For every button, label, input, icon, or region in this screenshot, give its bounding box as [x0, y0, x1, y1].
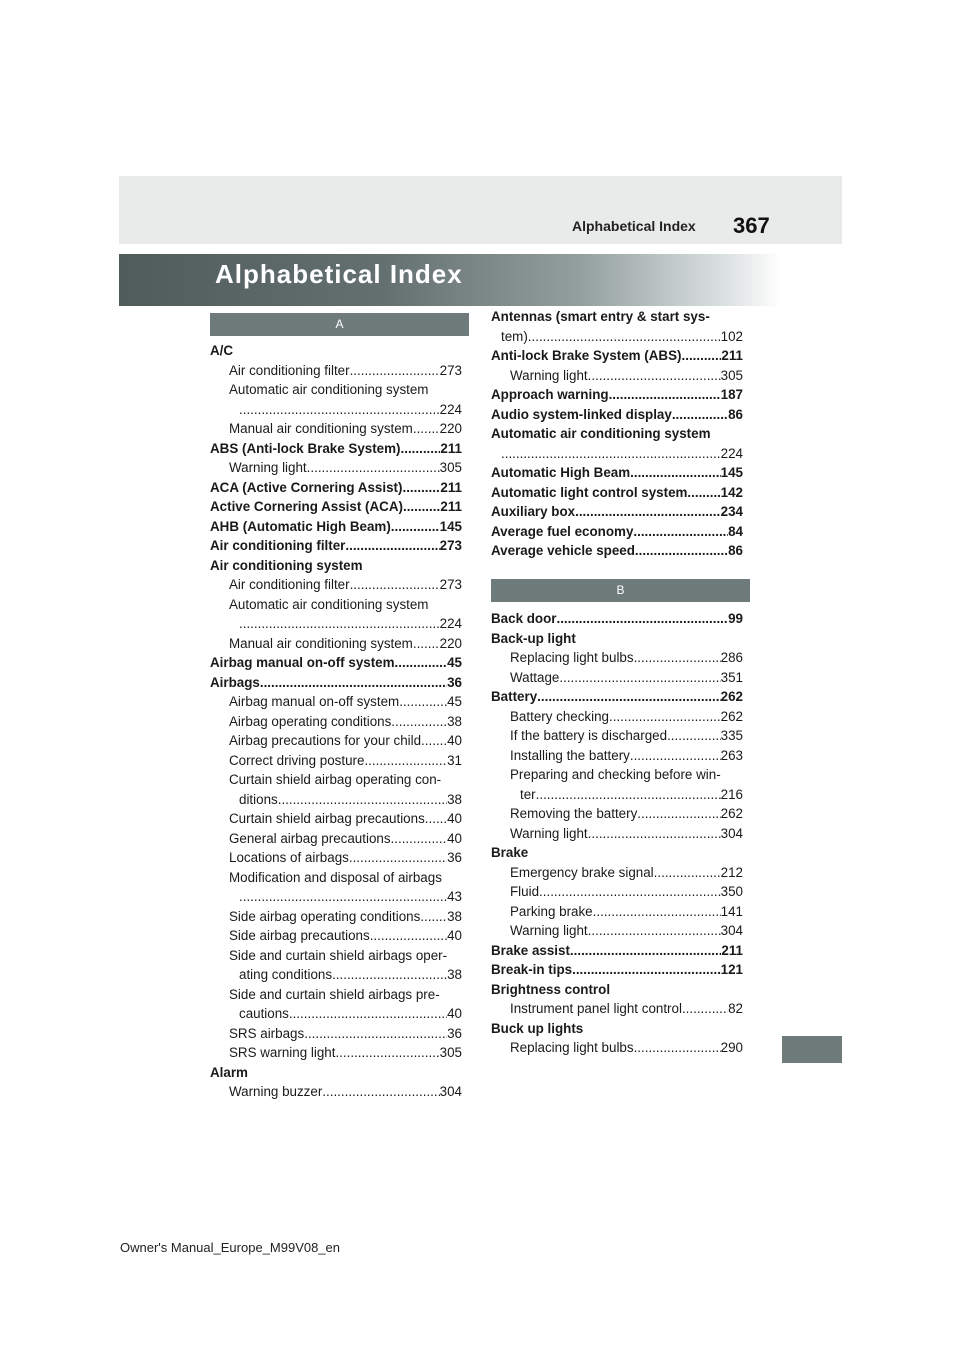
- index-entry: [491, 346, 743, 366]
- index-entry: [510, 1038, 743, 1058]
- index-entry-label: Average vehicle speed: [491, 543, 635, 558]
- index-entry: [491, 687, 743, 707]
- index-entry-label: Installing the battery: [510, 747, 630, 763]
- dot-leader: [447, 946, 462, 966]
- dot-leader: [239, 887, 447, 907]
- index-entry: [229, 809, 462, 829]
- index-entry: [510, 648, 743, 668]
- index-entry-label: Break-in tips: [491, 962, 573, 977]
- index-entry: [491, 629, 743, 649]
- index-entry: [229, 380, 462, 400]
- dot-leader: [588, 824, 721, 844]
- index-entry-label: Average fuel economy: [491, 523, 634, 539]
- index-entry-label: Air conditioning filter: [210, 538, 346, 553]
- dot-leader: [401, 439, 441, 459]
- index-entry: [510, 746, 743, 766]
- index-entry: [510, 707, 743, 727]
- index-entry: [229, 946, 462, 966]
- index-entry-label: Antennas (smart entry & start sys-: [491, 309, 710, 324]
- dot-leader: [539, 882, 721, 902]
- index-entry-page: 335: [720, 728, 743, 743]
- dot-leader: [635, 541, 728, 561]
- index-entry-label: SRS warning light: [229, 1045, 336, 1060]
- index-entry: [491, 609, 743, 629]
- index-entry-label: Alarm: [210, 1064, 248, 1080]
- index-entry-page: 145: [439, 518, 462, 534]
- index-entry: [229, 1082, 462, 1102]
- dot-leader: [687, 483, 720, 503]
- dot-leader: [399, 692, 447, 712]
- dot-leader: [570, 941, 721, 961]
- index-entry: [229, 419, 462, 439]
- index-entry-page: 211: [721, 348, 743, 363]
- index-entry-label: Brightness control: [491, 981, 611, 997]
- dot-leader: [575, 502, 721, 522]
- index-entry-label: Locations of airbags: [229, 850, 349, 865]
- index-entry-page: 82: [728, 1001, 743, 1016]
- dot-leader: [364, 751, 447, 771]
- index-entry-page: 40: [447, 830, 462, 846]
- dot-leader: [528, 327, 721, 347]
- dot-leader: [322, 1082, 439, 1102]
- index-entry-page: 38: [447, 967, 462, 982]
- dot-leader: [609, 385, 721, 405]
- index-entry-page: 304: [439, 1084, 462, 1099]
- page-title: Alphabetical Index: [215, 259, 463, 289]
- index-entry: [491, 463, 743, 483]
- index-entry-label: Automatic air conditioning system: [229, 596, 429, 612]
- index-entry-label: Anti-lock Brake System (ABS): [491, 348, 682, 363]
- index-entry: [229, 1024, 462, 1044]
- index-entry-label: Automatic air conditioning system: [491, 426, 711, 441]
- index-entry-page: 211: [440, 440, 462, 456]
- index-entry-page: 262: [720, 689, 743, 704]
- dot-leader: [593, 902, 721, 922]
- index-entry-label: Warning light: [510, 367, 588, 383]
- index-entry-label: Manual air conditioning system: [229, 421, 413, 436]
- index-entry: [210, 673, 462, 693]
- dot-leader: [682, 999, 728, 1019]
- dot-leader: [440, 985, 462, 1005]
- dot-leader: [391, 517, 440, 537]
- index-entry: [491, 1019, 743, 1039]
- dot-leader: [588, 366, 721, 386]
- index-entry-page: 304: [720, 923, 743, 938]
- index-entry: [491, 941, 743, 961]
- index-entry: [510, 765, 743, 785]
- footer-manual-id: Owner's Manual_Europe_M99V08_en: [120, 1240, 341, 1255]
- dot-leader: [403, 497, 440, 517]
- index-entry-label: Correct driving posture: [229, 752, 365, 768]
- index-entry-page: 40: [447, 928, 462, 943]
- dot-leader: [672, 405, 728, 425]
- index-entry: [229, 907, 462, 927]
- index-entry: [210, 653, 462, 673]
- dot-leader: [233, 341, 462, 361]
- index-entry: [491, 405, 743, 425]
- index-entry-page: 38: [447, 791, 462, 807]
- index-entry-label: Battery: [491, 689, 538, 704]
- index-entry: [229, 634, 462, 654]
- index-entry-page: 31: [447, 752, 462, 768]
- index-entry-label: Automatic air conditioning system: [229, 382, 429, 397]
- index-entry: [210, 556, 462, 576]
- dot-leader: [576, 629, 743, 649]
- index-entry-label: Battery checking: [510, 708, 609, 724]
- index-entry-page: 86: [728, 406, 743, 422]
- index-entry-label: Modification and disposal of airbags: [229, 869, 442, 885]
- index-entry: [210, 497, 462, 517]
- index-entry-page: 290: [720, 1040, 743, 1055]
- index-entry: [229, 731, 462, 751]
- index-entry: [229, 595, 462, 615]
- index-entry-page: 43: [447, 889, 462, 904]
- index-entry-page: 304: [720, 825, 743, 841]
- dot-leader: [428, 380, 462, 400]
- dot-leader: [682, 346, 722, 366]
- dot-leader: [413, 419, 440, 439]
- dot-leader: [610, 980, 743, 1000]
- index-entry-label: Brake: [491, 845, 529, 860]
- dot-leader: [425, 809, 447, 829]
- index-entry-page: 45: [447, 694, 462, 709]
- index-entry-page: 224: [439, 401, 462, 417]
- dot-leader: [345, 536, 439, 556]
- index-entry: [491, 483, 743, 503]
- index-entry: [210, 341, 462, 361]
- dot-leader: [537, 687, 721, 707]
- index-entry-label: Emergency brake signal: [510, 864, 654, 880]
- index-entry-label: Airbag operating conditions: [229, 713, 392, 729]
- index-entry-label: ter: [520, 786, 536, 802]
- dot-leader: [421, 731, 447, 751]
- index-entry-page: 36: [447, 850, 462, 865]
- dot-leader: [501, 444, 721, 464]
- index-entry-label: Audio system-linked display: [491, 406, 672, 422]
- index-entry: [491, 541, 743, 561]
- index-entry-label: Replacing light bulbs: [510, 1040, 634, 1055]
- index-entry-label: Removing the battery: [510, 806, 638, 821]
- index-entry-page: 263: [720, 747, 743, 763]
- dot-leader: [402, 478, 440, 498]
- index-entry: [239, 790, 462, 810]
- index-entry: [491, 522, 743, 542]
- page-number: 367: [733, 213, 770, 238]
- index-entry: [491, 385, 743, 405]
- index-entry-label: Side airbag operating conditions: [229, 908, 421, 924]
- index-entry-page: 102: [720, 328, 743, 344]
- index-entry-page: 99: [728, 611, 743, 626]
- index-entry-page: 38: [447, 713, 462, 729]
- index-entry: [229, 575, 462, 595]
- index-entry: [510, 824, 743, 844]
- index-entry-page: 224: [720, 445, 743, 461]
- index-entry-label: ating conditions: [239, 967, 333, 982]
- index-entry: [239, 887, 462, 907]
- index-entry: [510, 882, 743, 902]
- dot-leader: [428, 595, 462, 615]
- index-entry-page: 305: [439, 1045, 462, 1060]
- index-entry-page: 273: [439, 538, 462, 553]
- index-entry-label: Fluid: [510, 884, 540, 899]
- index-entry: [491, 843, 743, 863]
- index-entry-label: Airbag manual on-off system: [210, 655, 395, 670]
- letter-header-b: B: [491, 579, 750, 602]
- index-entry-label: Auxiliary box: [491, 504, 576, 519]
- dot-leader: [391, 829, 448, 849]
- dot-leader: [349, 848, 447, 868]
- index-entry: [491, 307, 743, 327]
- index-entry-page: 220: [439, 421, 462, 436]
- index-entry: [491, 980, 743, 1000]
- index-entry-page: 273: [439, 362, 462, 378]
- index-entry-label: Side and curtain shield airbags pre-: [229, 986, 440, 1002]
- index-entry-page: 36: [447, 1025, 462, 1041]
- index-entry-label: Warning light: [510, 923, 588, 938]
- index-entry-page: 273: [439, 577, 462, 592]
- index-entry-label: Replacing light bulbs: [510, 650, 634, 665]
- index-entry-label: A/C: [210, 343, 234, 358]
- index-entry-page: 40: [447, 811, 462, 826]
- index-entry-label: Air conditioning filter: [229, 577, 350, 592]
- index-entry-label: ditions: [239, 791, 278, 807]
- dot-leader: [556, 609, 728, 629]
- index-entry-label: Warning light: [229, 460, 307, 475]
- index-entry-page: 84: [728, 523, 743, 539]
- index-entry: [501, 444, 743, 464]
- index-entry: [229, 868, 462, 888]
- dot-leader: [370, 926, 447, 946]
- index-entry-page: 142: [720, 484, 743, 500]
- index-entry-page: 45: [447, 655, 462, 670]
- header-section-title: Alphabetical Index: [572, 218, 696, 234]
- index-entry-label: Air conditioning system: [210, 557, 363, 573]
- dot-leader: [248, 1063, 462, 1083]
- index-entry-label: Buck up lights: [491, 1020, 584, 1036]
- index-entry-label: If the battery is discharged: [510, 728, 668, 743]
- index-entry-page: 216: [720, 786, 743, 802]
- index-entry: [229, 829, 462, 849]
- index-entry-page: 305: [439, 460, 462, 475]
- index-entry: [210, 478, 462, 498]
- dot-leader: [442, 868, 462, 888]
- index-entry-label: Instrument panel light control: [510, 1001, 682, 1016]
- index-entry-page: 145: [720, 465, 743, 480]
- index-entry-label: tem): [501, 328, 528, 344]
- index-entry-page: 350: [720, 884, 743, 899]
- dot-leader: [559, 668, 720, 688]
- index-entry-label: Back door: [491, 611, 557, 626]
- index-entry: [510, 668, 743, 688]
- index-entry-page: 262: [720, 806, 743, 821]
- index-entry: [510, 902, 743, 922]
- dot-leader: [391, 712, 447, 732]
- index-entry: [229, 712, 462, 732]
- index-entry-page: 187: [720, 387, 743, 402]
- index-entry: [491, 502, 743, 522]
- index-entry-page: 40: [447, 733, 462, 748]
- index-entry-label: Parking brake: [510, 903, 593, 919]
- index-entry: [229, 985, 462, 1005]
- dot-leader: [335, 1043, 439, 1063]
- dot-leader: [395, 653, 448, 673]
- index-entry: [210, 439, 462, 459]
- index-entry: [510, 726, 743, 746]
- dot-leader: [630, 463, 721, 483]
- index-entry: [239, 965, 462, 985]
- index-entry-page: 40: [447, 1006, 462, 1021]
- index-entry-page: 86: [728, 543, 743, 558]
- index-entry: [510, 366, 743, 386]
- index-entry-page: 211: [440, 479, 462, 495]
- index-entry: [210, 1063, 462, 1083]
- dot-leader: [239, 400, 440, 420]
- dot-leader: [289, 1004, 447, 1024]
- index-entry-page: 121: [720, 962, 743, 977]
- index-entry: [229, 458, 462, 478]
- dot-leader: [711, 424, 744, 444]
- index-entry: [239, 1004, 462, 1024]
- dot-leader: [304, 1024, 447, 1044]
- index-entry-label: Manual air conditioning system: [229, 635, 413, 651]
- index-entry-label: Airbag precautions for your child: [229, 733, 422, 748]
- dot-leader: [420, 907, 447, 927]
- dot-leader: [710, 307, 743, 327]
- index-entry: [210, 536, 462, 556]
- index-entry-label: Approach warning: [491, 387, 609, 402]
- dot-leader: [332, 965, 447, 985]
- index-entry-label: Warning light: [510, 825, 588, 841]
- index-entry-label: Automatic High Beam: [491, 465, 631, 480]
- index-entry: [520, 785, 743, 805]
- dot-leader: [609, 707, 721, 727]
- index-entry-label: Brake assist: [491, 942, 570, 958]
- index-entry: [510, 999, 743, 1019]
- index-entry: [229, 361, 462, 381]
- index-entry: [510, 863, 743, 883]
- index-entry-page: 212: [720, 864, 743, 880]
- index-entry: [501, 327, 743, 347]
- dot-leader: [634, 648, 721, 668]
- chapter-side-tab: [782, 1036, 842, 1063]
- index-entry: [229, 751, 462, 771]
- index-entry-page: 262: [720, 708, 743, 724]
- dot-leader: [528, 843, 743, 863]
- dot-leader: [363, 556, 462, 576]
- dot-leader: [667, 726, 721, 746]
- index-entry-page: 220: [439, 635, 462, 651]
- dot-leader: [572, 960, 721, 980]
- index-entry-label: Side and curtain shield airbags oper-: [229, 947, 448, 963]
- index-entry-page: 36: [447, 674, 462, 690]
- index-entry: [491, 424, 743, 444]
- index-entry-label: Curtain shield airbag operating con-: [229, 772, 442, 787]
- index-entry-page: 38: [447, 908, 462, 924]
- dot-leader: [583, 1019, 743, 1039]
- dot-leader: [588, 921, 721, 941]
- index-entry-page: 351: [720, 669, 743, 685]
- index-entry-page: 305: [720, 367, 743, 383]
- dot-leader: [239, 614, 440, 634]
- index-entry: [239, 614, 462, 634]
- index-entry: [210, 517, 462, 537]
- index-entry-label: General airbag precautions: [229, 830, 391, 846]
- index-entry-label: Warning buzzer: [229, 1084, 323, 1099]
- dot-leader: [350, 575, 440, 595]
- index-entry-label: Preparing and checking before win-: [510, 767, 721, 782]
- dot-leader: [536, 785, 721, 805]
- index-entry: [510, 804, 743, 824]
- dot-leader: [350, 361, 440, 381]
- index-entry-page: 211: [440, 499, 462, 514]
- index-entry: [510, 921, 743, 941]
- index-entry-page: 141: [720, 903, 743, 919]
- dot-leader: [654, 863, 721, 883]
- dot-leader: [260, 673, 447, 693]
- index-entry-label: cautions: [239, 1006, 289, 1021]
- index-entry-label: Automatic light control system: [491, 484, 688, 500]
- index-entry: [229, 770, 462, 790]
- index-entry-label: Wattage: [510, 669, 560, 685]
- index-entry-label: Air conditioning filter: [229, 362, 350, 378]
- letter-header-a: A: [210, 313, 469, 336]
- index-entry-label: Curtain shield airbag precautions: [229, 811, 425, 826]
- index-entry-label: Active Cornering Assist (ACA): [210, 499, 403, 514]
- index-entry-page: 224: [439, 616, 462, 631]
- index-entry-page: 234: [720, 504, 743, 519]
- dot-leader: [721, 765, 743, 785]
- index-entry: [239, 400, 462, 420]
- index-entry-label: Back-up light: [491, 630, 576, 646]
- index-entry-label: Airbag manual on-off system: [229, 694, 400, 709]
- index-entry-label: Airbags: [210, 674, 260, 690]
- index-entry: [229, 692, 462, 712]
- index-entry: [229, 848, 462, 868]
- index-entry-label: SRS airbags: [229, 1025, 305, 1041]
- index-entry: [229, 926, 462, 946]
- dot-leader: [278, 790, 447, 810]
- index-entry-label: Side airbag precautions: [229, 928, 370, 943]
- index-entry: [229, 1043, 462, 1063]
- dot-leader: [633, 522, 728, 542]
- index-entry: [491, 960, 743, 980]
- dot-leader: [307, 458, 440, 478]
- dot-leader: [637, 804, 720, 824]
- dot-leader: [630, 746, 721, 766]
- index-entry-label: ABS (Anti-lock Brake System): [210, 440, 401, 456]
- dot-leader: [413, 634, 440, 654]
- dot-leader: [441, 770, 462, 790]
- index-entry-label: ACA (Active Cornering Assist): [210, 479, 403, 495]
- index-entry-page: 211: [721, 942, 743, 958]
- index-entry-label: AHB (Automatic High Beam): [210, 518, 391, 534]
- dot-leader: [634, 1038, 721, 1058]
- index-entry-page: 286: [720, 650, 743, 665]
